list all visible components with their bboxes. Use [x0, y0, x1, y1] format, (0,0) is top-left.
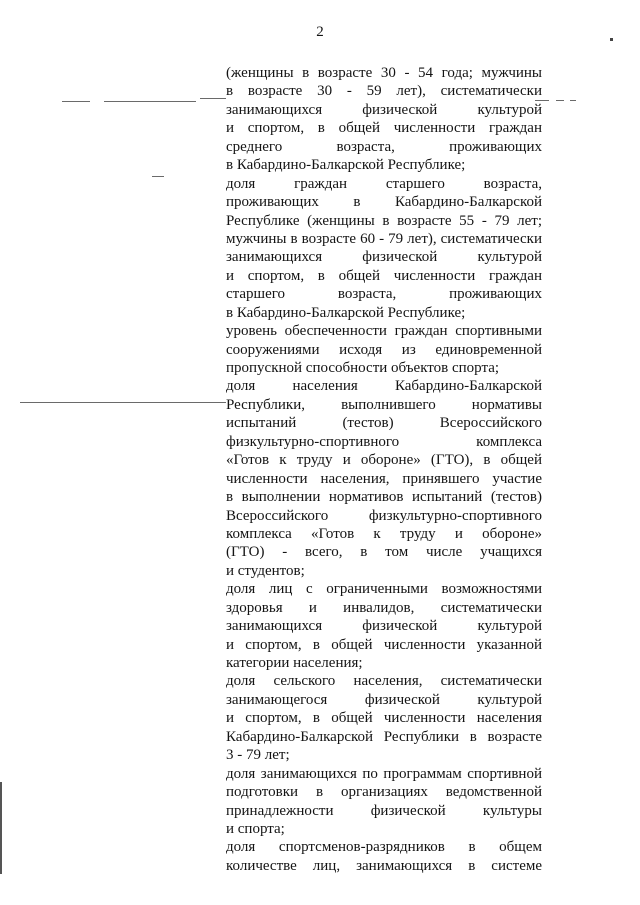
body-text-line: пропускной способности объектов спорта;	[226, 360, 500, 376]
body-text-line: принадлежности физической культуры	[226, 802, 542, 819]
body-text-line: в Кабардино-Балкарской Республике;	[226, 304, 466, 321]
body-text-line: доля граждан старшего возраста,	[226, 175, 542, 192]
body-text-line: доля сельского населения, систематически	[226, 673, 542, 690]
body-text-line: Республике (женщины в возрасте 55 - 79 лет;	[226, 212, 542, 229]
scan-artifact-dash	[20, 402, 226, 403]
body-text-line: подготовки в организациях ведомственной	[226, 784, 542, 801]
body-text-line: занимающихся физической культурой	[226, 101, 542, 118]
body-text-line: и спортом, в общей численности указанной	[226, 636, 542, 653]
body-text-line: в возрасте 30 - 59 лет), систематически	[226, 83, 542, 100]
scan-artifact-margin-line	[0, 782, 2, 874]
body-text-line: проживающих в Кабардино-Балкарской	[226, 194, 542, 211]
scan-artifact-dash	[104, 101, 196, 102]
body-text-line: в выполнении нормативов испытаний (тестов)	[226, 489, 542, 506]
body-text-line: (ГТО) - всего, в том числе учащихся	[226, 544, 542, 561]
body-text-line: мужчины в возрасте 60 - 79 лет), систематически	[226, 230, 542, 247]
body-text-line: среднего возраста, проживающих	[226, 138, 542, 155]
body-text-line: Всероссийского физкультурно-спортивного	[226, 507, 542, 524]
body-text-line: категории населения;	[226, 655, 363, 671]
scan-artifact-speck	[610, 38, 613, 41]
body-text-line: (женщины в возрасте 30 - 54 года; мужчины	[226, 65, 542, 81]
body-text-line: и спортом, в общей численности граждан	[226, 120, 542, 137]
scan-artifact-dash	[535, 100, 549, 101]
body-text-line: и студентов;	[226, 562, 305, 579]
page-number: 2	[316, 24, 324, 40]
body-text-line: и спорта;	[226, 820, 285, 837]
body-text-line: и спортом, в общей численности населения	[226, 710, 542, 727]
scan-artifact-dash	[556, 100, 564, 101]
body-text-line: Кабардино-Балкарской Республики в возрасте	[226, 728, 542, 745]
document-body-text	[226, 64, 542, 875]
body-text-line: старшего возраста, проживающих	[226, 286, 542, 303]
scan-artifact-dash	[200, 98, 226, 99]
body-text-line: здоровья и инвалидов, систематически	[226, 599, 542, 616]
body-text-line: комплекса «Готов к труду и обороне»	[226, 525, 542, 542]
body-text-line: занимающегося физической культурой	[226, 691, 542, 708]
scan-artifact-dash	[152, 176, 164, 177]
body-text-line: уровень обеспеченности граждан спортивными	[226, 323, 542, 340]
body-text-line: в Кабардино-Балкарской Республике;	[226, 157, 466, 174]
scan-artifact-dash	[570, 100, 576, 101]
body-text-line: физкультурно-спортивного комплекса	[226, 433, 542, 450]
body-text-line: доля занимающихся по программам спортивной	[226, 765, 542, 782]
body-text-line: занимающихся физической культурой	[226, 618, 542, 635]
body-text-line: сооружениями исходя из единовременной	[226, 341, 542, 358]
body-text-line: испытаний (тестов) Всероссийского	[226, 415, 542, 432]
scan-artifact-dash	[62, 101, 90, 102]
body-text-line: занимающихся физической культурой	[226, 249, 542, 266]
body-text-line: «Готов к труду и обороне» (ГТО), в общей	[226, 452, 542, 469]
body-text-line: 3 - 79 лет;	[226, 747, 290, 764]
body-text-line: доля населения Кабардино-Балкарской	[226, 378, 542, 395]
body-text-line: доля лиц с ограниченными возможностями	[226, 581, 542, 598]
body-text-line: доля спортсменов-разрядников в общем	[226, 839, 542, 856]
body-text-line: и спортом, в общей численности граждан	[226, 267, 542, 284]
body-text-line: количестве лиц, занимающихся в системе	[226, 857, 542, 874]
body-text-line: численности населения, принявшего участие	[226, 470, 542, 487]
body-text-line: Республики, выполнившего нормативы	[226, 396, 542, 413]
